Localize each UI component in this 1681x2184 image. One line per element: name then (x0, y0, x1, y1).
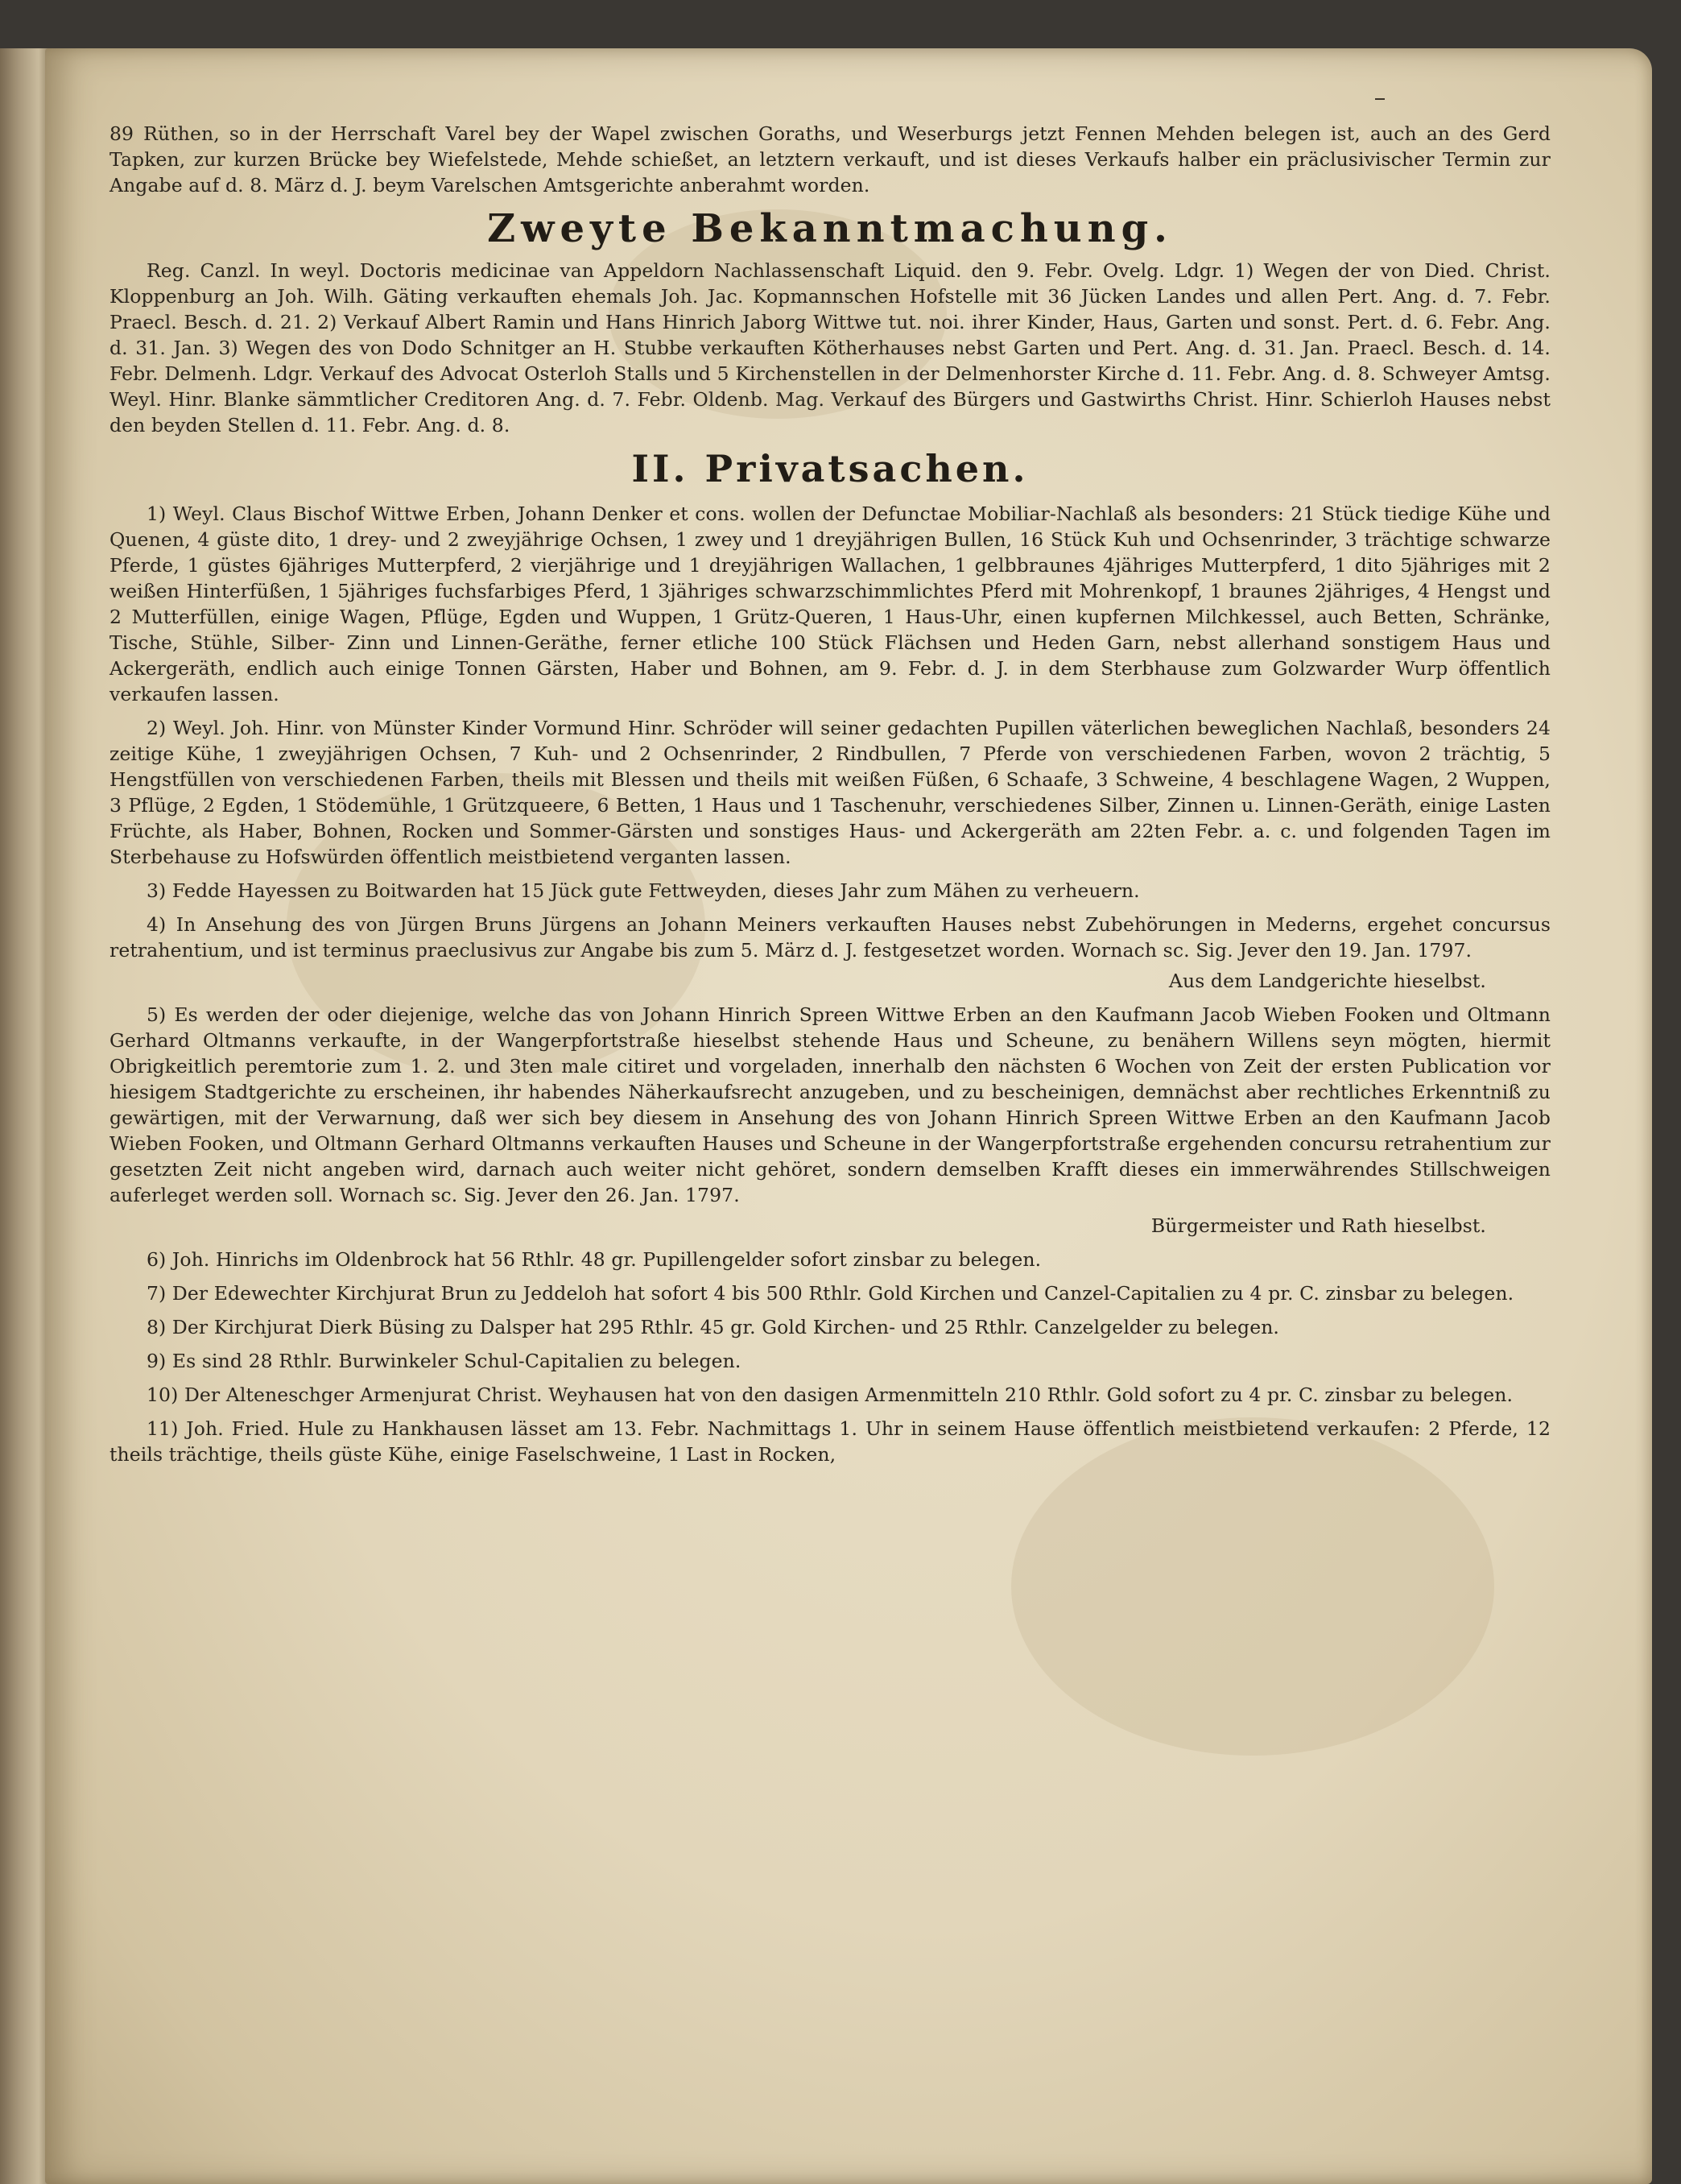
signature-buergermeister: Bürgermeister und Rath hieselbst. (1150, 1214, 1486, 1237)
notice-item-10: 10) Der Alteneschger Armenjurat Christ. Weyhausen hat von den dasigen Armenmitteln 210 Rthlr. Gold sofort zu 4 pr. C. zinsbar zu belegen. (147, 1384, 1514, 1406)
notice-item-8: 8) Der Kirchjurat Dierk Büsing zu Dalsper hat 295 Rthlr. 45 gr. Gold Kirchen- und 25 Rthlr. Canzelgelder zu belegen. (147, 1316, 1280, 1338)
signature-landgericht: Aus dem Landgerichte hieselbst. (1168, 970, 1486, 992)
notice-item-11: 11) Joh. Fried. Hule zu Hankhausen lässet am 13. Febr. Nachmittags 1. Uhr in seinem Hause öffentlich meistbietend verkaufen: 2 Pferde, 12 theils trächtige, theils güste Kühe, einige Faselschweine, 1 Last in Rocken, (109, 1417, 1551, 1466)
notice-paragraph: Reg. Canzl. In weyl. Doctoris medicinae van Appeldorn Nachlassenschaft Liquid. den 9. Febr. Ovelg. Ldgr. 1) Wegen der von Died. Christ. Kloppenburg an Joh. Wilh. Gäting verkauften ehemals Joh. Jac. Kopmannschen Hofstelle mit 36 Jücken Landes und allen Pert. Ang. d. 7. Febr. Praecl. Besch. d. 21. 2) Verkauf Albert Ramin und Hans Hinrich Jaborg Wittwe tut. noi. ihrer Kinder, Haus, Garten und sonst. Pert. d. 6. Febr. Ang. d. 31. Jan. 3) Wegen des von Dodo Schnitger an H. Stubbe verkauften Kötherhauses nebst Garten und Pert. Ang. d. 31. Jan. Praecl. Besch. d. 14. Febr. Delmenh. Ldgr. Verkauf des Advocat Osterloh Stalls und 5 Kirchenstellen in der Delmenhorster Kirche d. 11. Febr. Ang. d. 8. Schweyer Amtsg. Weyl. Hinr. Blanke sämmtlicher Creditoren Ang. d. 7. Febr. Oldenb. Mag. Verkauf des Bürgers und Gastwirths Christ. Hinr. Schierloh Hauses nebst den beyden Stellen d. 11. Febr. Ang. d. 8. (109, 259, 1551, 436)
notice-item-1: 1) Weyl. Claus Bischof Wittwe Erben, Johann Denker et cons. wollen der Defunctae Mobiliar-Nachlaß als besonders: 21 Stück tiedige Kühe und Quenen, 4 güste dito, 1 drey- und 2 zweyjährige Ochsen, 1 zwey und 1 dreyjährigen Bullen, 16 Stück Kuh und Ochsenrinder, 3 trächtige schwarze Pferde, 1 güstes 6jähriges Mutterpferd, 2 vierjährige und 1 dreyjährigen Wallachen, 1 gelbbraunes 4jähriges Mutterpferd, 1 dito 5jähriges mit 2 weißen Hinterfüßen, 1 5jähriges fuchsfarbiges Pferd, 1 3jähriges schwarzschimmlichtes Pferd mit Mohrenkopf, 1 braunes 2jähriges, 4 Hengst und 2 Mutterfüllen, einige Wagen, Pflüge, Egden und Wuppen, 1 Grütz-Queren, 1 Haus-Uhr, einen kupfernen Milchkessel, auch Betten, Schränke, Tische, Stühle, Silber- Zinn und Linnen-Geräthe, ferner etliche 100 Stück Flächsen und Heden Garn, nebst allerhand sonstigem Haus und Ackergeräth, endlich auch einige Tonnen Gärsten, Haber und Bohnen, am 9. Febr. d. J. in dem Sterbhause zum Golzwarder Wurp öffentlich verkaufen lassen. (109, 503, 1551, 705)
page-mark (1375, 98, 1385, 100)
notice-item-6: 6) Joh. Hinrichs im Oldenbrock hat 56 Rthlr. 48 gr. Pupillengelder sofort zinsbar zu belegen. (147, 1248, 1042, 1271)
notice-item-4: 4) In Ansehung des von Jürgen Bruns Jürgens an Johann Meiners verkauften Hauses nebst Zubehörungen in Mederns, ergehet concursus retrahentium, und ist terminus praeclusivus zur Angabe bis zum 5. März d. J. festgesetzet worden. Wornach sc. Sig. Jever den 19. Jan. 1797. (109, 913, 1551, 962)
notice-item-3: 3) Fedde Hayessen zu Boitwarden hat 15 Jück gute Fettweyden, dieses Jahr zum Mähen zu verheuern. (147, 879, 1140, 902)
notice-item-7: 7) Der Edewechter Kirchjurat Brun zu Jeddeloh hat sofort 4 bis 500 Rthlr. Gold Kirchen und Canzel-Capitalien zu 4 pr. C. zinsbar zu belegen. (147, 1282, 1514, 1305)
section-heading-zweyte-bekanntmachung: Zweyte Bekanntmachung. (487, 206, 1173, 251)
document-body (109, 121, 1551, 1475)
notice-item-9: 9) Es sind 28 Rthlr. Burwinkeler Schul-Capitalien zu belegen. (147, 1350, 741, 1372)
facing-page-edge (0, 48, 48, 2184)
notice-item-2: 2) Weyl. Joh. Hinr. von Münster Kinder Vormund Hinr. Schröder will seiner gedachten Pupillen väterlichen beweglichen Nachlaß, besonders 24 zeitige Kühe, 1 zweyjährigen Ochsen, 7 Kuh- und 2 Ochsenrinder, 2 Rindbullen, 7 Pferde von verschiedenen Farben, wovon 2 trächtig, 5 Hengstfüllen von verschiedenen Farben, theils mit Blessen und theils mit weißen Füßen, 6 Schaafe, 3 Schweine, 4 beschlagene Wagen, 2 Wuppen, 3 Pflüge, 2 Egden, 1 Stödemühle, 1 Grützqueere, 6 Betten, 1 Haus und 1 Taschenuhr, verschiedenes Silber, Zinnen u. Linnen-Geräth, einige Lasten Früchte, als Haber, Bohnen, Rocken und Sommer-Gärsten und sonstiges Haus- und Ackergeräth am 22ten Febr. a. c. und folgenden Tagen im Sterbehause zu Hofswürden öffentlich meistbietend verganten lassen. (109, 717, 1551, 868)
notice-item-5: 5) Es werden der oder diejenige, welche das von Johann Hinrich Spreen Wittwe Erben an den Kaufmann Jacob Wieben Fooken und Oltmann Gerhard Oltmanns verkaufte, in der Wangerpfortstraße hieselbst stehende Haus und Scheune, zu benähern Willens seyn mögten, hiermit Obrigkeitlich peremtorie zum 1. 2. und 3ten male citiret und vorgeladen, innerhalb den nächsten 6 Wochen von Zeit der ersten Publication vor hiesigem Stadtgerichte zu erscheinen, ihr habendes Näherkaufsrecht anzugeben, und zu bescheinigen, demnächst aber rechtliches Erkenntniß zu gewärtigen, mit der Verwarnung, daß wer sich bey diesem in Ansehung des von Johann Hinrich Spreen Wittwe Erben an den Kaufmann Jacob Wieben Fooken, und Oltmann Gerhard Oltmanns verkauften Hauses und Scheune in der Wangerpfortstraße ergehenden concursu retrahentium zur gesetzten Zeit nicht angeben wird, darnach auch weiter nicht gehöret, sondern demselben Krafft dieses ein immerwährendes Stillschweigen auferleget werden soll. Wornach sc. Sig. Jever den 26. Jan. 1797. (109, 1003, 1551, 1206)
intro-paragraph: 89 Rüthen, so in der Herrschaft Varel bey der Wapel zwischen Goraths, und Weserburgs jetzt Fennen Mehden belegen ist, auch an des Gerd Tapken, zur kurzen Brücke bey Wiefelstede, Mehde schießet, an letztern verkauft, und ist dieses Verkaufs halber ein präclusivischer Termin zur Angabe auf d. 8. März d. J. beym Varelschen Amtsgerichte anberahmt worden. (109, 122, 1551, 196)
section-heading-privatsachen: II. Privatsachen. (631, 447, 1029, 490)
